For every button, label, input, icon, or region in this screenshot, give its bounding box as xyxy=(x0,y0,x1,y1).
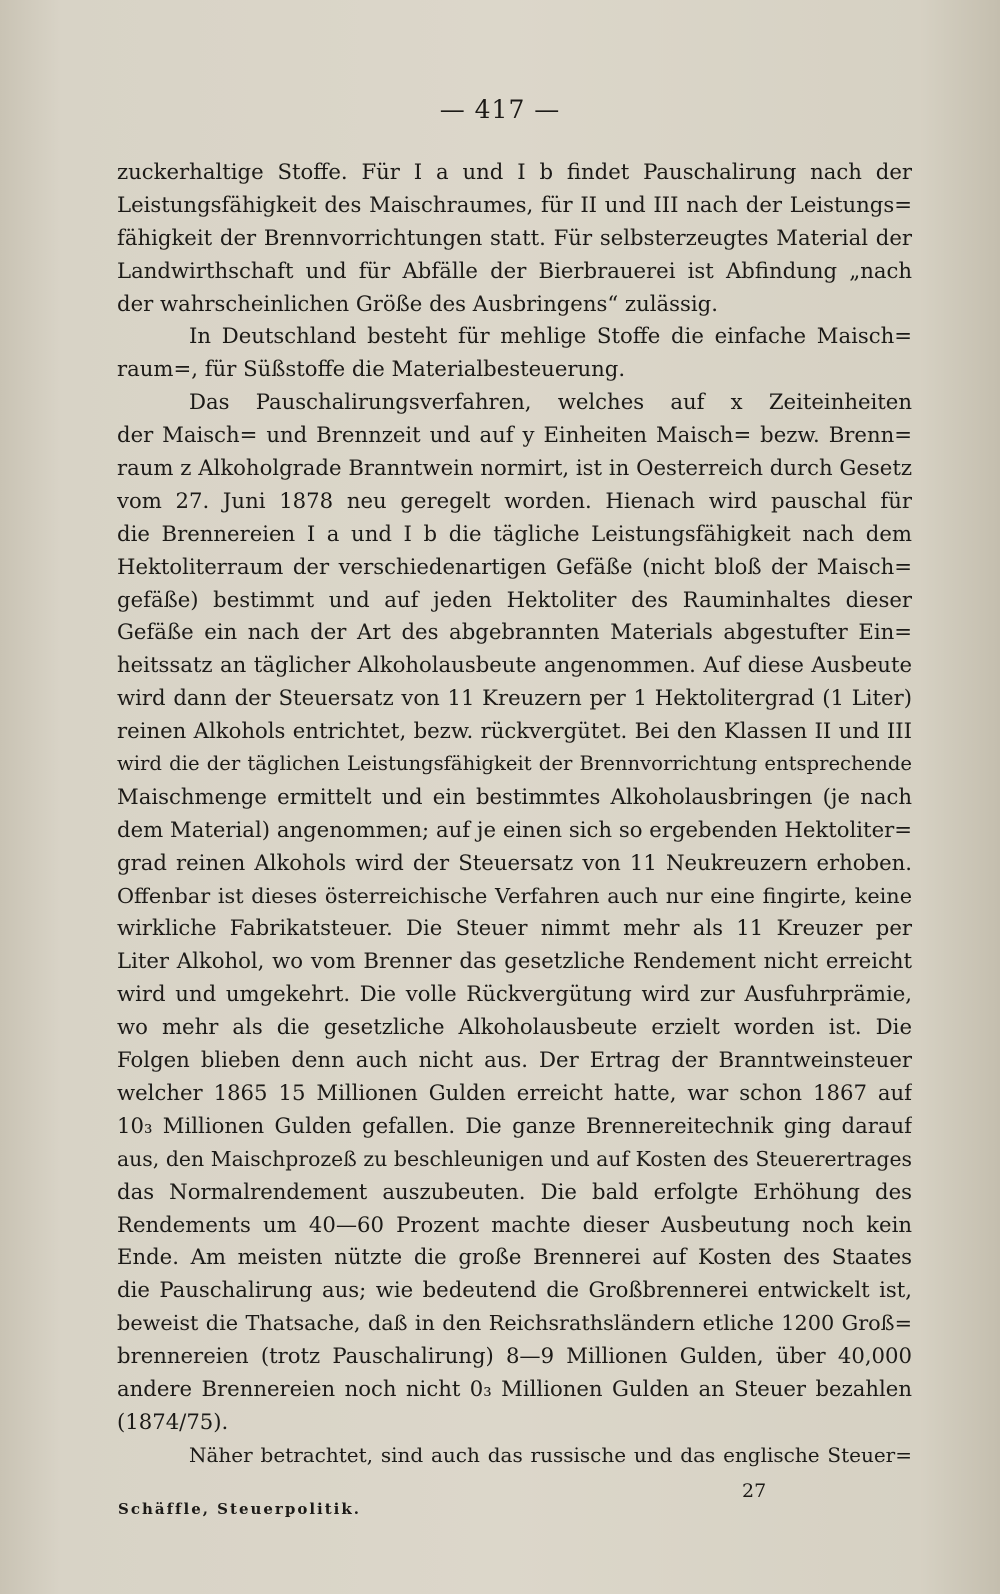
text-line: In Deutschland besteht für mehlige Stoffe die einfache Maisch= xyxy=(189,323,912,349)
body-text xyxy=(117,156,912,1472)
text-line: wird und umgekehrt. Die volle Rückvergütung wird zur Ausfuhrprämie, xyxy=(117,981,912,1007)
text-line: beweist die Thatsache, daß in den Reichsrathsländern etliche 1200 Groß= xyxy=(117,1311,912,1336)
text-line: Rendements um 40—60 Prozent machte dieser Ausbeutung noch kein xyxy=(117,1211,912,1237)
text-line: die Pauschalirung aus; wie bedeutend die Großbrennerei entwickelt ist, xyxy=(117,1277,912,1303)
text-line: 10₃ Millionen Gulden gefallen. Die ganze Brennereitechnik ging darauf xyxy=(117,1112,912,1138)
text-line: aus, den Maischprozeß zu beschleunigen und auf Kosten des Steuerertrages xyxy=(117,1146,912,1171)
text-line: wirkliche Fabrikatsteuer. Die Steuer nimmt mehr als 11 Kreuzer per xyxy=(117,915,912,941)
page-number: — 417 — xyxy=(439,95,561,124)
text-line: andere Brennereien noch nicht 0₃ Millionen Gulden an Steuer bezahlen xyxy=(117,1375,912,1401)
text-line: Landwirthschaft und für Abfälle der Bierbrauerei ist Abfindung „nach xyxy=(117,257,912,283)
footer-author: Schäffle, Steuerpolitik. xyxy=(118,1500,361,1518)
text-line: Ende. Am meisten nützte die große Brennerei auf Kosten des Staates xyxy=(117,1244,912,1270)
signature-mark: 27 xyxy=(742,1480,767,1502)
text-line: Leistungsfähigkeit des Maischraumes, für II und III nach der Leistungs= xyxy=(117,191,912,217)
text-line: welcher 1865 15 Millionen Gulden erreicht hatte, war schon 1867 auf xyxy=(117,1079,912,1105)
text-line: heitssatz an täglicher Alkoholausbeute angenommen. Auf diese Ausbeute xyxy=(117,652,912,678)
text-line: (1874/75). xyxy=(117,1408,229,1434)
text-line: Liter Alkohol, wo vom Brenner das gesetzliche Rendement nicht erreicht xyxy=(117,948,912,974)
text-line: Gefäße ein nach der Art des abgebrannten Materials abgestufter Ein= xyxy=(117,619,912,645)
text-line: gefäße) bestimmt und auf jeden Hektoliter des Rauminhaltes dieser xyxy=(117,586,912,612)
text-line: die Brennereien I a und I b die tägliche Leistungsfähigkeit nach dem xyxy=(117,520,912,546)
text-line: dem Material) angenommen; auf je einen sich so ergebenden Hektoliter= xyxy=(117,816,912,842)
text-line: grad reinen Alkohols wird der Steuersatz von 11 Neukreuzern erhoben. xyxy=(117,849,912,875)
text-line: vom 27. Juni 1878 neu geregelt worden. Hienach wird pauschal für xyxy=(117,487,912,513)
text-line: fähigkeit der Brennvorrichtungen statt. Für selbsterzeugtes Material der xyxy=(117,224,912,250)
text-line: Hektoliterraum der verschiedenartigen Gefäße (nicht bloß der Maisch= xyxy=(117,553,912,579)
text-line: wird dann der Steuersatz von 11 Kreuzern per 1 Hektolitergrad (1 Liter) xyxy=(117,685,912,711)
text-line: raum=, für Süßstoffe die Materialbesteuerung. xyxy=(117,356,626,382)
text-line: reinen Alkohols entrichtet, bezw. rückvergütet. Bei den Klassen II und III xyxy=(117,718,912,744)
text-line: Folgen blieben denn auch nicht aus. Der Ertrag der Branntweinsteuer xyxy=(117,1047,912,1073)
text-line: Näher betrachtet, sind auch das russische und das englische Steuer= xyxy=(189,1442,912,1467)
text-line: wird die der täglichen Leistungsfähigkeit der Brennvorrichtung entsprechende xyxy=(117,752,912,776)
text-line: raum z Alkoholgrade Branntwein normirt, ist in Oesterreich durch Gesetz xyxy=(117,455,912,481)
text-line: brennereien (trotz Pauschalirung) 8—9 Millionen Gulden, über 40,000 xyxy=(117,1343,912,1369)
text-line: der wahrscheinlichen Größe des Ausbringens“ zulässig. xyxy=(117,290,718,316)
text-line: zuckerhaltige Stoffe. Für I a und I b findet Pauschalirung nach der xyxy=(117,159,912,184)
text-line: Maischmenge ermittelt und ein bestimmtes Alkoholausbringen (je nach xyxy=(117,783,912,809)
text-line: der Maisch= und Brennzeit und auf y Einheiten Maisch= bezw. Brenn= xyxy=(117,422,912,448)
text-line: Das Pauschalirungsverfahren, welches auf x Zeiteinheiten xyxy=(189,389,912,415)
text-line: das Normalrendement auszubeuten. Die bald erfolgte Erhöhung des xyxy=(117,1178,912,1204)
text-line: Offenbar ist dieses österreichische Verfahren auch nur eine fingirte, keine xyxy=(117,883,912,908)
text-line: wo mehr als die gesetzliche Alkoholausbeute erzielt worden ist. Die xyxy=(117,1014,912,1040)
